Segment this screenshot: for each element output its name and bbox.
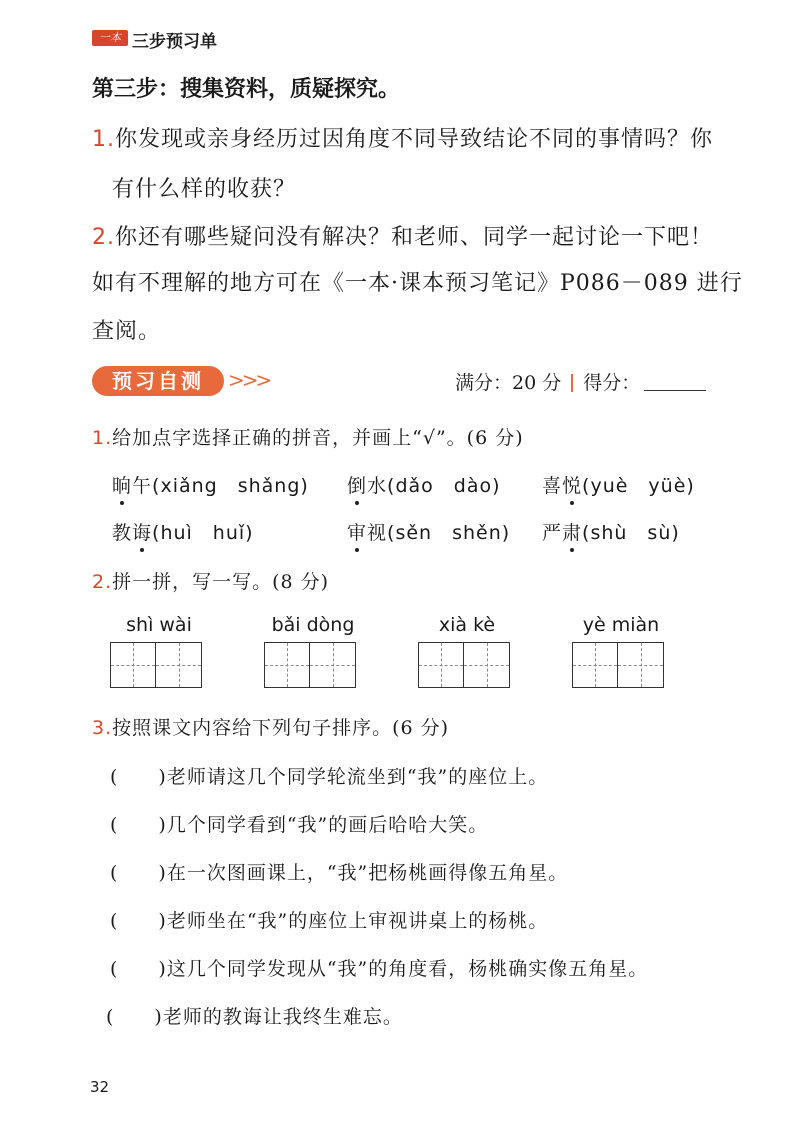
pinyin-item[interactable]: [112, 518, 254, 545]
pinyin-options: (yuè yüè): [582, 475, 695, 497]
sentence-text: 在一次图画课上，“我”把杨桃画得像五角星。: [166, 862, 569, 884]
grid-cell[interactable]: [110, 642, 156, 688]
writing-group: [418, 614, 516, 688]
pinyin-item[interactable]: [347, 518, 510, 545]
pinyin-options: (shù sù): [582, 522, 680, 544]
pinyin-label: xià kè: [438, 614, 496, 636]
step3-question-1: [92, 122, 713, 153]
pinyin-options: (dǎo dào): [387, 475, 501, 497]
writing-grid: [110, 642, 208, 688]
writing-group: [264, 614, 362, 688]
question-number: 1.: [92, 127, 115, 152]
question-text: 你发现或亲身经历过因角度不同导致结论不同的事情吗？你: [115, 127, 714, 152]
pinyin-item[interactable]: [542, 518, 680, 545]
answer-blank[interactable]: ( ): [110, 814, 167, 836]
dotted-char: 诲: [132, 518, 152, 545]
reference-note: 如有不理解的地方可在《一本·课本预习笔记》P086－089 进行: [92, 271, 743, 296]
ordering-item[interactable]: [110, 954, 648, 981]
step3-question-2: [92, 220, 713, 251]
pinyin-label: bǎi dòng: [271, 614, 355, 636]
step3-title: 第三步：搜集资料，质疑探究。: [92, 77, 401, 102]
grid-cell[interactable]: [264, 642, 310, 688]
question-text: 按照课文内容给下列句子排序。(6 分): [112, 717, 450, 739]
answer-blank[interactable]: ( ): [110, 910, 167, 932]
question-number: 1.: [92, 427, 113, 449]
pinyin-item[interactable]: [542, 471, 695, 498]
question-number: 3.: [92, 717, 113, 739]
pinyin-options: (huì huǐ): [152, 522, 254, 544]
grid-cell[interactable]: [572, 642, 618, 688]
score-label: 得分：: [583, 372, 641, 394]
ordering-item[interactable]: [110, 858, 568, 885]
grid-cell[interactable]: [464, 642, 510, 688]
score-line: [455, 368, 706, 395]
char: 教: [112, 522, 133, 544]
pinyin-item[interactable]: [112, 471, 309, 498]
question-text: 拼一拼，写一写。(8 分): [112, 571, 330, 593]
ordering-item[interactable]: [110, 906, 548, 933]
question-number: 2.: [92, 571, 113, 593]
dotted-char: 审: [347, 518, 367, 545]
dotted-char: 倒: [347, 471, 367, 498]
writing-grid: [418, 642, 516, 688]
writing-grid: [264, 642, 362, 688]
score-blank[interactable]: [644, 376, 706, 391]
sentence-text: 这几个同学发现从“我”的角度看，杨桃确实像五角星。: [166, 958, 649, 980]
pinyin-label: yè miàn: [582, 614, 660, 636]
step3-question-1-cont: 有什么样的收获？: [112, 177, 297, 202]
self-test-banner: 预习自测: [92, 366, 224, 396]
ordering-item[interactable]: [110, 762, 548, 789]
char: 午: [132, 475, 153, 497]
char: 视: [367, 522, 388, 544]
dotted-char: 晌: [112, 471, 132, 498]
writing-grid: [572, 642, 670, 688]
section1-title: [92, 423, 524, 450]
dotted-char: 悦: [562, 471, 582, 498]
pinyin-options: (xiǎng shǎng): [152, 475, 309, 497]
sentence-text: 老师的教诲让我终生难忘。: [162, 1006, 403, 1028]
grid-cell[interactable]: [310, 642, 356, 688]
grid-cell[interactable]: [156, 642, 202, 688]
pinyin-item[interactable]: [347, 471, 501, 498]
full-score: 满分：20 分: [455, 372, 562, 394]
sentence-text: 老师坐在“我”的座位上审视讲桌上的杨桃。: [166, 910, 549, 932]
answer-blank[interactable]: ( ): [110, 958, 167, 980]
chevron-right-icon: >>>: [228, 368, 270, 392]
char: 水: [367, 475, 388, 497]
grid-cell[interactable]: [418, 642, 464, 688]
page-number: 32: [90, 1078, 110, 1096]
dotted-char: 肃: [562, 518, 582, 545]
writing-group: [110, 614, 208, 688]
brand-logo: 一本: [92, 30, 128, 46]
pinyin-options: (sěn shěn): [387, 522, 511, 544]
question-text: 你还有哪些疑问没有解决？和老师、同学一起讨论一下吧！: [115, 225, 714, 250]
section3-title: [92, 713, 449, 740]
writing-group: [572, 614, 670, 688]
question-number: 2.: [92, 225, 115, 250]
divider: [571, 374, 573, 392]
reference-note-cont: 查阅。: [92, 319, 162, 344]
sentence-text: 几个同学看到“我”的画后哈哈大笑。: [166, 814, 489, 836]
sentence-text: 老师请这几个同学轮流坐到“我”的座位上。: [166, 766, 549, 788]
pinyin-label: shì wài: [126, 614, 192, 636]
char: 严: [542, 522, 563, 544]
answer-blank[interactable]: ( ): [110, 862, 167, 884]
question-text: 给加点字选择正确的拼音，并画上“√”。(6 分): [112, 427, 524, 449]
ordering-item[interactable]: [106, 1002, 403, 1029]
series-title: 三步预习单: [132, 32, 217, 52]
grid-cell[interactable]: [618, 642, 664, 688]
char: 喜: [542, 475, 563, 497]
answer-blank[interactable]: ( ): [106, 1006, 163, 1028]
section2-title: [92, 567, 329, 594]
answer-blank[interactable]: ( ): [110, 766, 167, 788]
ordering-item[interactable]: [110, 810, 488, 837]
